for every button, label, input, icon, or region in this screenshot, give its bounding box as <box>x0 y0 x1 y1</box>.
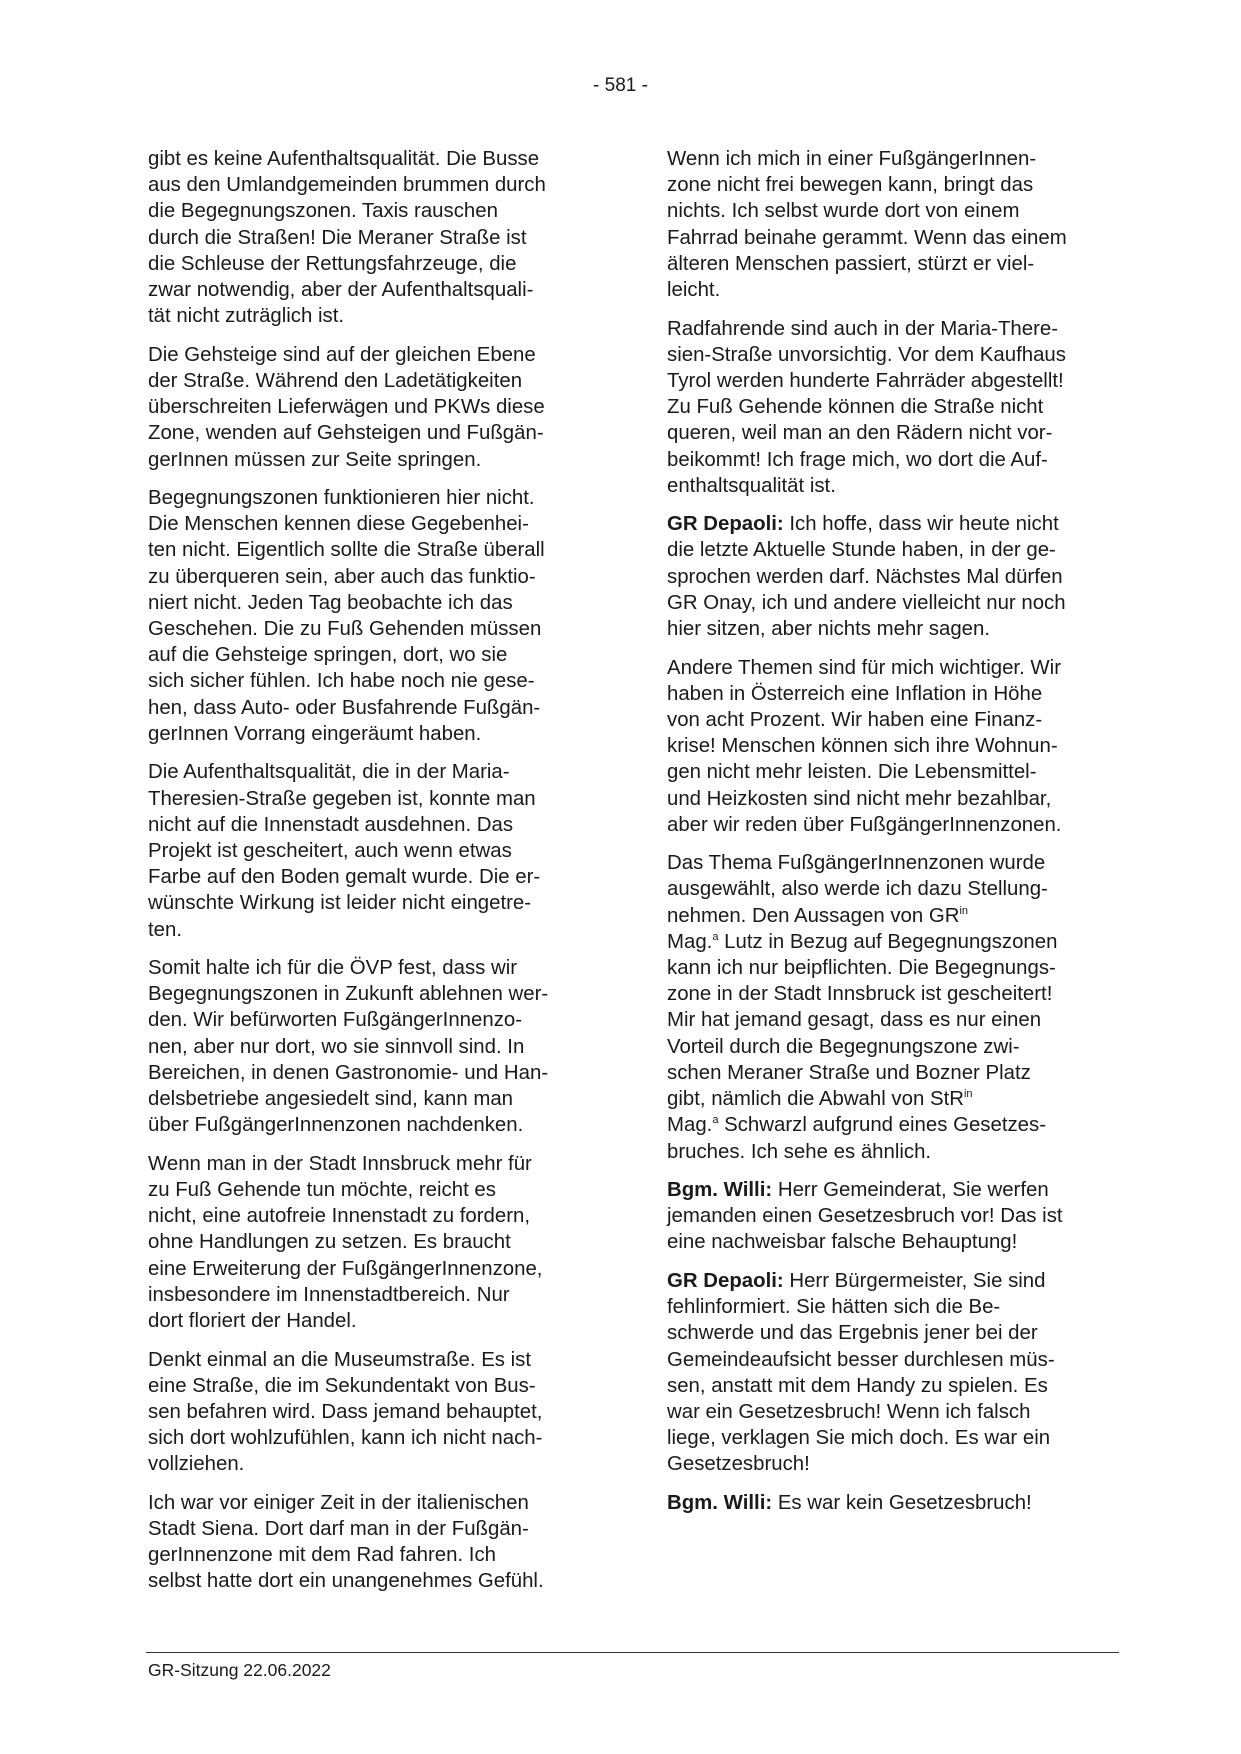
text-line: Mag. <box>667 930 713 953</box>
speaker-label: Bgm. Willi: <box>667 1179 773 1201</box>
speech-text: Ich hoffe, dass wir heute nicht die letzte Aktuelle Stunde haben, in der ge- sprochen werden darf. Nächstes Mal dürfen GR Onay, ich und andere vielleicht nur noch hier sitzen, aber nichts mehr sagen. <box>667 513 1066 641</box>
text-line: Das Thema FußgängerInnenzonen wurde <box>667 852 1046 875</box>
text-line: kann ich nur beipflichten. Die Begegnungs- <box>667 957 1056 980</box>
paragraph: Die Aufenthaltsqualität, die in der Maria- Theresien-Straße gegeben ist, konnte man nicht auf die Innenstadt ausdehnen. Das Projekt ist gescheitert, auch wenn etwas Farbe auf den Boden gemalt wurde. Die er- wünschte Wirkung ist leider nicht eingetre- ten. <box>148 761 541 941</box>
paragraph: Begegnungszonen funktionieren hier nicht. Die Menschen kennen diese Gegebenhei- ten nicht. Eigentlich sollte die Straße überall zu überqueren sein, aber auch das funktio- niert nicht. Jeden Tag beobachte ich das Geschehen. Die zu Fuß Gehenden müssen auf die Gehsteige springen, dort, wo sie sich sicher fühlen. Ich habe noch nie gese- hen, dass Auto- oder Busfahrende Fußgän- gerInnen Vorrang eingeräumt haben. <box>148 487 545 745</box>
speech-text: Herr Gemeinderat, Sie werfen jemanden einen Gesetzesbruch vor! Das ist eine nachweisbar falsche Behauptung! <box>667 1179 1063 1254</box>
speaker-label: GR Depaoli: <box>667 1269 784 1292</box>
page-number: - 581 - <box>593 75 648 96</box>
paragraph: Die Gehsteige sind auf der gleichen Ebene der Straße. Während den Ladetätigkeiten überschreiten Lieferwägen und PKWs diese Zone, wenden auf Gehsteigen und Fußgän- gerInnen müssen zur Seite springen. <box>148 343 545 471</box>
speech-paragraph <box>667 511 1127 642</box>
text-line: gibt, nämlich die Abwahl von StR <box>667 1088 964 1111</box>
paragraph: Wenn man in der Stadt Innsbruck mehr für zu Fuß Gehende tun möchte, reicht es nicht, eine autofreie Innenstadt zu fordern, ohne Handlungen zu setzen. Es braucht eine Erweiterung der FußgängerInnenzone, insbesondere im Innenstadtbereich. Nur dort floriert der Handel. <box>148 1152 543 1333</box>
text-line: schen Meraner Straße und Bozner Platz <box>667 1061 1031 1084</box>
speech-text: Herr Bürgermeister, Sie sind fehlinformiert. Sie hätten sich die Be- schwerde und das Ergebnis jener bei der Gemeindeaufsicht besser durchlesen müs- sen, anstatt mit dem Handy zu spielen. Es war ein Gesetzesbruch! Wenn ich falsch liege, verklagen Sie mich doch. Es war ein Gesetzesbruch! <box>667 1269 1055 1476</box>
text-line: ausgewählt, also werde ich dazu Stellung- <box>667 878 1048 901</box>
paragraph: Wenn ich mich in einer FußgängerInnen- zone nicht frei bewegen kann, bringt das nichts. Ich selbst wurde dort von einem Fahrrad beinahe gerammt. Wenn das einem älteren Menschen passiert, stürzt er viel- leicht. <box>667 148 1067 302</box>
paragraph: Somit halte ich für die ÖVP fest, dass wir Begegnungszonen in Zukunft ablehnen wer- den. Wir befürworten FußgängerInnenzo- nen, aber nur dort, wo sie sinnvoll sind. In Bereichen, in denen Gastronomie- und Han- delsbetriebe angesiedelt sind, kann man über FußgängerInnenzonen nachdenken. <box>148 957 549 1137</box>
speech-paragraph <box>667 1490 1127 1516</box>
speaker-label: Bgm. Willi: <box>667 1491 773 1514</box>
superscript: a <box>712 1114 719 1127</box>
footer-text: GR-Sitzung 22.06.2022 <box>148 1660 331 1680</box>
paragraph: Ich war vor einiger Zeit in der italienischen Stadt Siena. Dort darf man in der Fußgän- gerInnenzone mit dem Rad fahren. Ich selbst hatte dort ein unangenehmes Gefühl. <box>148 1491 544 1593</box>
paragraph: Denkt einmal an die Museumstraße. Es ist eine Straße, die im Sekundentakt von Bus- sen befahren wird. Dass jemand behauptet, sich dort wohlzufühlen, kann ich nicht nach- vollziehen. <box>148 1348 543 1476</box>
text-line: Lutz in Bezug auf Begegnungszonen <box>718 930 1058 953</box>
speech-paragraph <box>667 1177 1127 1256</box>
paragraph: gibt es keine Aufenthaltsqualität. Die Busse aus den Umlandgemeinden brummen durch die Begegnungszonen. Taxis rauschen durch die Straßen! Die Meraner Straße ist die Schleuse der Rettungsfahrzeuge, die zwar notwendig, aber der Aufenthaltsquali- tät nicht zuträglich ist. <box>148 148 546 328</box>
text-line: nehmen. Den Aussagen von GR <box>667 904 960 927</box>
right-column <box>667 146 1127 1528</box>
speech-text: Es war kein Gesetzesbruch! <box>772 1491 1032 1514</box>
superscript: in <box>959 904 969 917</box>
speech-paragraph <box>667 1268 1127 1478</box>
text-line: bruches. Ich sehe es ähnlich. <box>667 1140 932 1163</box>
text-line: zone in der Stadt Innsbruck ist gescheitert! <box>667 983 1053 1006</box>
superscript: a <box>712 930 719 943</box>
paragraph <box>667 850 1127 1164</box>
text-line: Mag. <box>667 1114 713 1137</box>
speaker-label: GR Depaoli: <box>667 513 784 536</box>
left-column <box>148 146 600 1607</box>
footer-divider <box>146 1652 1119 1653</box>
text-line: Vorteil durch die Begegnungszone zwi- <box>667 1035 1020 1058</box>
paragraph: Andere Themen sind für mich wichtiger. Wir haben in Österreich eine Inflation in Höhe von acht Prozent. Wir haben eine Finanz- krise! Menschen können sich ihre Wohnun- gen nicht mehr leisten. Die Lebensmittel- und Heizkosten sind nicht mehr bezahlbar, aber wir reden über FußgängerInnenzonen. <box>667 656 1062 836</box>
text-line: Schwarzl aufgrund eines Gesetzes- <box>718 1114 1047 1137</box>
text-line: Mir hat jemand gesagt, dass es nur einen <box>667 1009 1042 1032</box>
superscript: in <box>963 1088 973 1101</box>
paragraph: Radfahrende sind auch in der Maria-There- sien-Straße unvorsichtig. Vor dem Kaufhaus Tyrol werden hunderte Fahrräder abgestellt! Zu Fuß Gehende können die Straße nicht queren, weil man an den Rädern nicht vor- beikommt! Ich frage mich, wo dort die Auf- enthaltsqualität ist. <box>667 317 1066 497</box>
